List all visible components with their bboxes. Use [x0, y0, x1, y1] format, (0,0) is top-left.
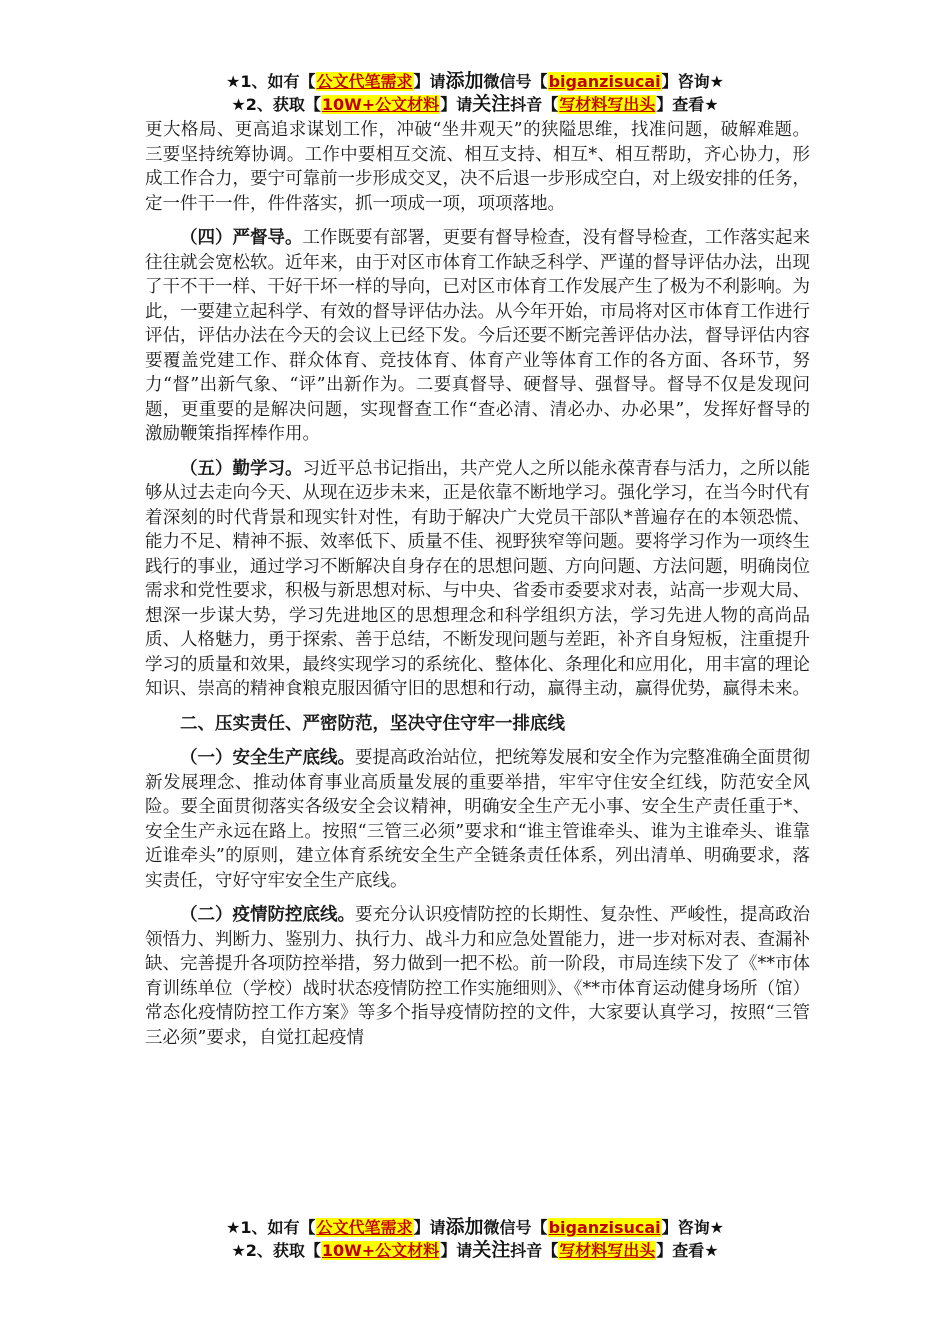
paragraph-heading: （一）安全生产底线。 [180, 748, 355, 768]
paragraph-heading: （四）严督导。 [180, 228, 303, 248]
section-heading: 二、压实责任、严密防范，坚决守住守牢一排底线 [180, 713, 565, 734]
promo-highlight: 10W+公文材料 [321, 95, 440, 114]
promo-text: 】请 [413, 1218, 446, 1237]
promo-highlight: 公文代笔需求 [316, 1218, 413, 1237]
promo-emphasis: 添加 [445, 70, 484, 92]
promo-douyin-id: 写材料写出头 [559, 95, 656, 114]
promo-line-2 [0, 93, 950, 116]
promo-text: 】咨询★ [661, 1218, 724, 1237]
paragraph-heading: （五）勤学习。 [180, 458, 303, 479]
promo-highlight: 公文代笔需求 [316, 72, 413, 91]
promo-emphasis: 添加 [445, 1216, 484, 1238]
promo-text: 微信号【 [483, 1218, 548, 1237]
paragraph-text: 工作既要有部署，更要有督导检查，没有督导检查，工作落实起来往往就会宽松软。近年来，由于对区市体育工作缺乏科学、严谨的督导评估办法，出现了干不干一样、干好干坏一样的导向，已对区市体育工作发展产生了极为不利影响。为此，一要建立起科学、有效的督导评估办法。从今年开始，市局将对区市体育工作进行评估，评估办法在今天的会议上已经下发。今后还要不断完善评估办法，督导评估内容要覆盖党建工作、群众体育、竞技体育、体育产业等体育工作的各方面、各环节，努力“督”出新气象、“评”出新作为。二要真督导、硬督导、强督导。督导不仅是发现问题，更重要的是解决问题，实现督查工作“查必清、清必办、办必果”，发挥好督导的激励鞭策指挥棒作用。 [145, 228, 810, 444]
paragraph-supervision [145, 226, 810, 447]
promo-text: 】请 [413, 72, 446, 91]
paragraph: 更大格局、更高追求谋划工作，冲破“坐井观天”的狭隘思维，找准问题，破解难题。三要坚持统筹协调。工作中要相互交流、相互支持、相互*、相互帮助，齐心协力，形成工作合力，要宁可靠前一步形成交叉，决不后退一步形成空白，对上级安排的任务，定一件干一件，件件落实，抓一项成一项，项项落地。 [145, 120, 810, 214]
promo-text: 】查看★ [656, 1241, 719, 1260]
promo-emphasis: 关注 [472, 1239, 511, 1261]
promo-text: 微信号【 [483, 72, 548, 91]
promo-text: 】查看★ [656, 95, 719, 114]
paragraph-learning [145, 457, 810, 702]
promo-text: ★1、如有【 [226, 1218, 316, 1237]
promo-line-2 [0, 1239, 950, 1262]
paragraph-text: 习近平总书记指出，共产党人之所以能永葆青春与活力，之所以能够从过去走向今天、从现在迈步未来，正是依靠不断地学习。强化学习，在当今时代有着深刻的时代背景和现实针对性，有助于解决广大党员干部队*普遍存在的本领恐慌、能力不足、精神不振、效率低下、质量不佳、视野狭窄等问题。要将学习作为一项终生践行的事业，通过学习不断解决自身存在的思想问题、方向问题、方法问题，明确岗位需求和党性要求，积极与新思想对标、与中央、省委市委要求对表，站高一步观大局、想深一步谋大势，学习先进地区的思想理念和科学组织方法，学习先进人物的高尚品质、人格魅力，勇于探索、善于总结，不断发现问题与差距，补齐自身短板，注重提升学习的质量和效果，最终实现学习的系统化、整体化、条理化和应用化，用丰富的理论知识、崇高的精神食粮克服因循守旧的思想和行动，赢得主动，赢得优势，赢得未来。 [145, 458, 810, 699]
promo-line-1 [0, 70, 950, 93]
promo-wechat-id: biganzisucai [548, 72, 661, 91]
paragraph-safety [145, 746, 810, 893]
promo-highlight: 10W+公文材料 [321, 1241, 440, 1260]
paragraph-heading: （二）疫情防控底线。 [180, 905, 355, 925]
promo-text: ★2、获取【 [231, 1241, 321, 1260]
header-promo-banner [0, 70, 950, 116]
promo-text: 】咨询★ [661, 72, 724, 91]
promo-text: 抖音【 [510, 1241, 559, 1260]
paragraph-text: 要充分认识疫情防控的长期性、复杂性、严峻性，提高政治领悟力、判断力、鉴别力、执行力、战斗力和应急处置能力，进一步对标对表、查漏补缺、完善提升各项防控举措，努力做到一把不松。前一阶段，市局连续下发了《**市体育训练单位（学校）战时状态疫情防控工作实施细则》、《**市体育运动健身场所（馆）常态化疫情防控工作方案》等多个指导疫情防控的文件，大家要认真学习，按照“三管三必须”要求，自觉扛起疫情 [145, 905, 810, 1048]
promo-text: 抖音【 [510, 95, 559, 114]
promo-emphasis: 关注 [472, 93, 511, 115]
promo-text: ★1、如有【 [226, 72, 316, 91]
promo-line-1 [0, 1216, 950, 1239]
document-body [145, 118, 810, 1060]
promo-douyin-id: 写材料写出头 [559, 1241, 656, 1260]
footer-promo-banner [0, 1216, 950, 1262]
paragraph-text: 要提高政治站位，把统筹发展和安全作为完整准确全面贯彻新发展理念、推动体育事业高质量发展的重要举措，牢牢守住安全红线，防范安全风险。要全面贯彻落实各级安全会议精神，明确安全生产无小事、安全生产责任重于*、安全生产永远在路上。按照“三管三必须”要求和“谁主管谁牵头、谁为主谁牵头、谁靠近谁牵头”的原则，建立体育系统安全生产全链条责任体系，列出清单、明确要求，落实责任，守好守牢安全生产底线。 [145, 748, 810, 891]
paragraph-epidemic [145, 903, 810, 1050]
promo-text: 】请 [440, 95, 473, 114]
promo-wechat-id: biganzisucai [548, 1218, 661, 1237]
promo-text: 】请 [440, 1241, 473, 1260]
promo-text: ★2、获取【 [231, 95, 321, 114]
